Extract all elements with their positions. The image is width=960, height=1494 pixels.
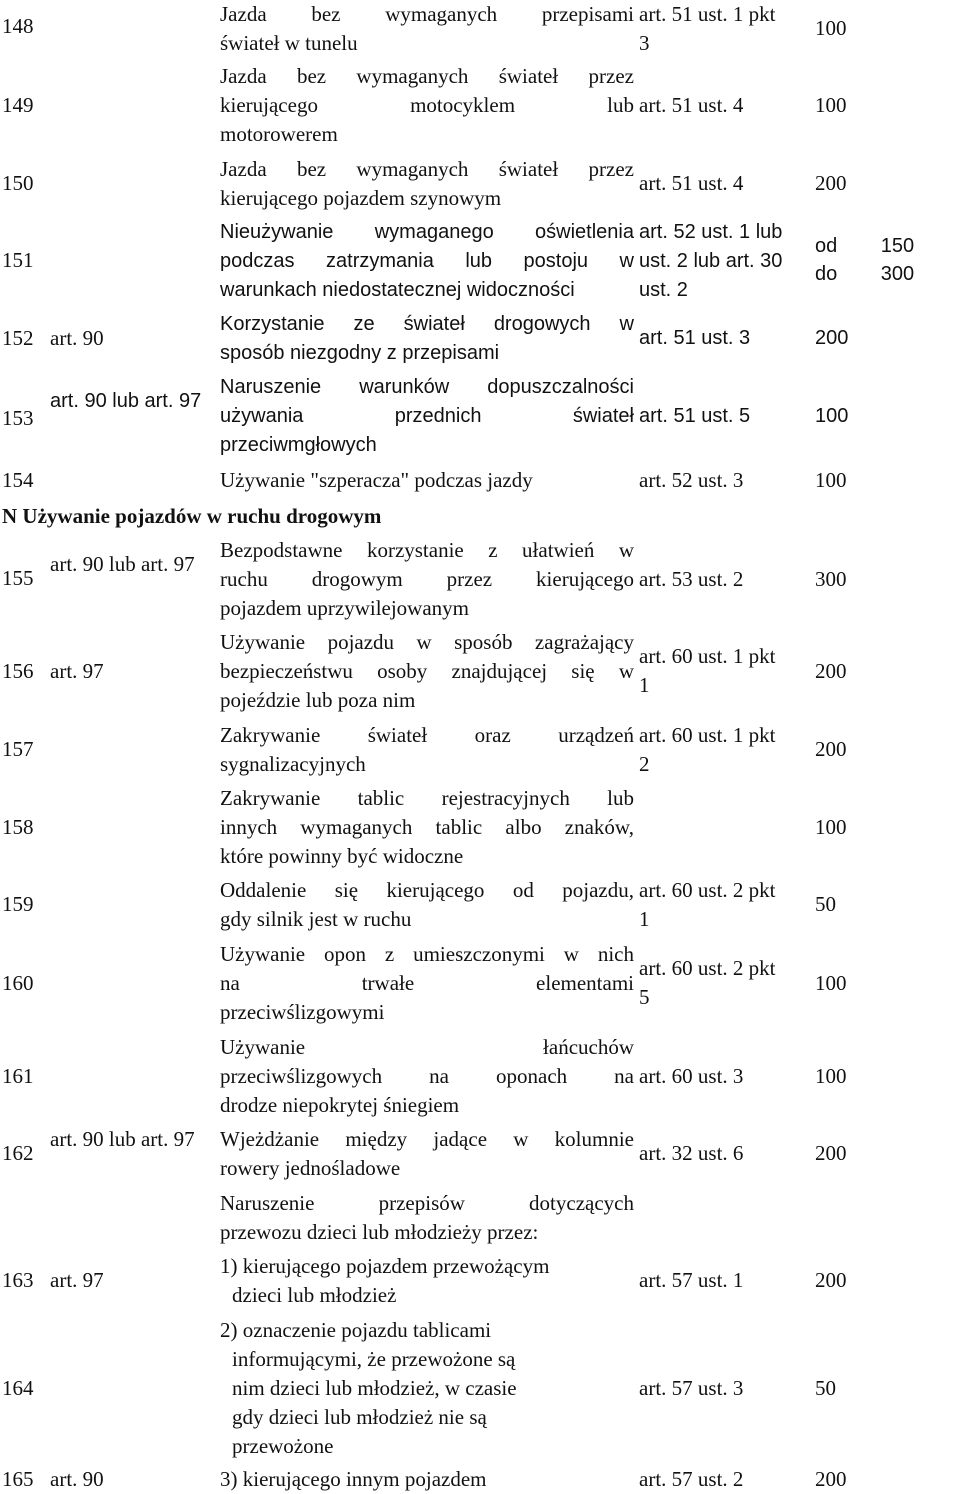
legal-reference: art. 51 ust. 5 <box>639 405 751 427</box>
offense-description: Bezpodstawne korzystanie z ułatwień w ruchu drogowym przez kierującego pojazdem uprzywilejowanym <box>220 538 634 620</box>
legal-basis: art. 90 lub art. 97 <box>50 552 195 576</box>
row-number: 157 <box>2 737 34 761</box>
offense-description: Używanie łańcuchów przeciwślizgowych na oponach na drodze niepokrytej śniegiem <box>220 1035 634 1117</box>
fine-amount: 100 <box>815 93 847 117</box>
legal-basis: art. 97 <box>50 659 104 683</box>
fine-amount: 100 <box>815 1064 847 1088</box>
fine-amount: 100 <box>815 815 847 839</box>
row-number: 163 <box>2 1268 34 1292</box>
offense-description: 2) oznaczenie pojazdu tablicami informującymi, że przewożone są nim dzieci lub młodzież, w czasie gdy dzieci lub młodzież nie są przewożone <box>220 1318 517 1458</box>
legal-reference: art. 60 ust. 3 <box>639 1064 744 1088</box>
row-number: 153 <box>2 406 34 430</box>
offense-description: 1) kierującego pojazdem przewożącym dzieci lub młodzież <box>220 1254 550 1307</box>
offense-description: Zakrywanie tablic rejestracyjnych lub innych wymaganych tablic albo znaków, które powinny być widoczne <box>220 786 634 868</box>
legal-basis: art. 90 lub art. 97 <box>50 390 202 412</box>
legal-reference: art. 51 ust. 3 <box>639 327 751 349</box>
fine-amount: 100 <box>815 971 847 995</box>
row-number: 162 <box>2 1141 34 1165</box>
legal-reference: art. 53 ust. 2 <box>639 567 744 591</box>
offense-description: Używanie pojazdu w sposób zagrażający bezpieczeństwu osoby znajdującej się w pojeździe lub poza nim <box>220 630 634 712</box>
offense-description: Jazda bez wymaganych świateł przez kierującego motocyklem lub motorowerem <box>220 64 634 146</box>
offense-description: 3) kierującego innym pojazdem <box>220 1467 487 1491</box>
legal-reference: art. 52 ust. 1 lub ust. 2 lub art. 30 ust. 2 <box>639 221 783 301</box>
legal-reference: art. 51 ust. 4 <box>639 93 744 117</box>
offense-description: Naruszenie warunków dopuszczalności używania przednich świateł przeciwmgłowych <box>220 376 634 456</box>
fine-amount: 50 <box>815 892 836 916</box>
row-number: 155 <box>2 566 34 590</box>
legal-reference: art. 60 ust. 1 pkt 2 <box>639 723 776 776</box>
offense-description: Zakrywanie świateł oraz urządzeń sygnalizacyjnych <box>220 723 634 776</box>
fine-amount: 200 <box>815 1141 847 1165</box>
section-heading: N Używanie pojazdów w ruchu drogowym <box>2 504 382 528</box>
legal-reference: art. 57 ust. 2 <box>639 1467 744 1491</box>
legal-reference: art. 60 ust. 2 pkt 5 <box>639 956 776 1009</box>
legal-reference: art. 60 ust. 1 pkt 1 <box>639 644 776 697</box>
fine-amount: od 150 do 300 <box>815 235 915 285</box>
offense-description: Jazda bez wymaganych przepisami świateł w tunelu <box>220 2 634 55</box>
fine-amount: 300 <box>815 567 847 591</box>
row-number: 164 <box>2 1376 34 1400</box>
fine-amount: 200 <box>815 327 849 349</box>
row-number: 154 <box>2 468 34 492</box>
offense-description: Używanie "szperacza" podczas jazdy <box>220 468 533 492</box>
row-number: 149 <box>2 93 34 117</box>
legal-reference: art. 57 ust. 3 <box>639 1376 744 1400</box>
offense-description: Używanie opon z umieszczonymi w nich na trwałe elementami przeciwślizgowymi <box>220 942 634 1024</box>
fine-amount: 200 <box>815 659 847 683</box>
fine-amount: 200 <box>815 1467 847 1491</box>
legal-basis: art. 90 <box>50 326 104 350</box>
offense-description: Jazda bez wymaganych świateł przez kierującego pojazdem szynowym <box>220 157 634 210</box>
offense-description: Wjeżdżanie między jadące w kolumnie rowery jednośladowe <box>220 1127 634 1180</box>
offense-description: Naruszenie przepisów dotyczących przewozu dzieci lub młodzieży przez: <box>220 1191 634 1244</box>
row-number: 151 <box>2 248 34 272</box>
legal-reference: art. 52 ust. 3 <box>639 468 744 492</box>
legal-reference: art. 60 ust. 2 pkt 1 <box>639 878 776 931</box>
offense-description: Nieużywanie wymaganego oświetlenia podczas zatrzymania lub postoju w warunkach niedostatecznej widoczności <box>220 221 634 301</box>
legal-reference: art. 51 ust. 4 <box>639 171 744 195</box>
legal-basis: art. 90 <box>50 1467 104 1491</box>
fine-amount: 200 <box>815 171 847 195</box>
row-number: 165 <box>2 1467 34 1491</box>
row-number: 152 <box>2 326 34 350</box>
fine-amount: 100 <box>815 16 847 40</box>
fine-amount: 200 <box>815 737 847 761</box>
row-number: 160 <box>2 971 34 995</box>
fine-amount: 50 <box>815 1376 836 1400</box>
legal-basis: art. 90 lub art. 97 <box>50 1127 195 1151</box>
row-number: 148 <box>2 14 34 38</box>
legal-reference: art. 57 ust. 1 <box>639 1268 744 1292</box>
legal-reference: art. 32 ust. 6 <box>639 1141 744 1165</box>
row-number: 158 <box>2 815 34 839</box>
offense-description: Oddalenie się kierującego od pojazdu, gdy silnik jest w ruchu <box>220 878 634 931</box>
fine-amount: 100 <box>815 405 849 427</box>
legal-reference: art. 51 ust. 1 pkt 3 <box>639 2 776 55</box>
fine-amount: 100 <box>815 468 847 492</box>
offense-description: Korzystanie ze świateł drogowych w sposób niezgodny z przepisami <box>220 313 634 364</box>
row-number: 156 <box>2 659 34 683</box>
legal-basis: art. 97 <box>50 1268 104 1292</box>
row-number: 161 <box>2 1064 34 1088</box>
fine-amount: 200 <box>815 1268 847 1292</box>
row-number: 150 <box>2 171 34 195</box>
row-number: 159 <box>2 892 34 916</box>
